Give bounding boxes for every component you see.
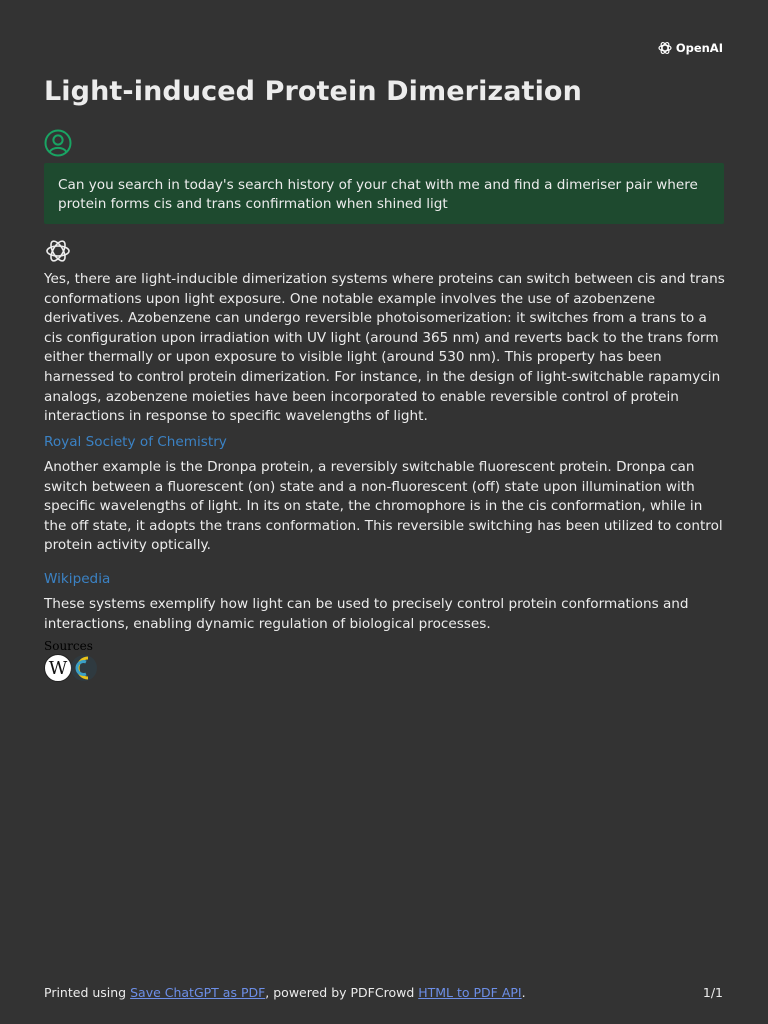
assistant-message [44, 270, 728, 634]
footer [44, 985, 526, 1000]
page-title: Light-induced Protein Dimerization [44, 76, 582, 107]
openai-brand [657, 40, 723, 56]
source-link-wikipedia[interactable]: Wikipedia [44, 571, 111, 587]
royal-society-of-chemistry-icon[interactable] [70, 654, 98, 682]
footer-suffix: . [521, 985, 526, 1000]
page-number: 1/1 [702, 985, 723, 1000]
source-icons [44, 654, 104, 682]
save-chatgpt-as-pdf-link[interactable]: Save ChatGPT as PDF [130, 985, 266, 1000]
user-message: Can you search in today's search history of your chat with me and find a dimeriser pair where protein forms cis and trans confirmation when shined ligt [44, 163, 724, 224]
answer-paragraph: Another example is the Dronpa protein, a reversibly switchable fluorescent protein. Dronpa can switch between a fluorescent (on) state and a non-fluorescent (off) state upon illumination with specific wavelengths of light. In its on state, the chromophore is in the cis conformation, while in the off state, it adopts the trans conformation. This reversible switching has been utilized to control protein activity optically. [44, 459, 723, 554]
answer-paragraph: These systems exemplify how light can be used to precisely control protein conformations and interactions, enabling dynamic regulation of biological processes. [44, 596, 689, 632]
footer-middle: , powered by PDFCrowd [265, 985, 419, 1000]
openai-logo-icon [44, 237, 72, 265]
openai-logo-icon [657, 40, 673, 56]
answer-paragraph: Yes, there are light-inducible dimerization systems where proteins can switch between cis and trans conformations upon light exposure. One notable example involves the use of azobenzene derivatives. Azobenzene can undergo reversible photoisomerization: it switches from a trans to a cis configuration upon irradiation with UV light (around 365 nm) and reverts back to the trans form either thermally or upon exposure to visible light (around 530 nm). This property has been harnessed to control protein dimerization. For instance, in the design of light-switchable rapamycin analogs, azobenzene moieties have been incorporated to enable reversible control of protein interactions in response to specific wavelengths of light. [44, 271, 725, 425]
sources-label: Sources [44, 639, 93, 653]
wikipedia-letter: W [48, 657, 68, 679]
wikipedia-icon[interactable] [44, 654, 72, 682]
brand-name: OpenAI [675, 41, 723, 55]
source-link-rsc[interactable]: Royal Society of Chemistry [44, 434, 227, 450]
user-avatar-icon [44, 129, 72, 157]
footer-prefix: Printed using [44, 985, 131, 1000]
html-to-pdf-api-link[interactable]: HTML to PDF API [418, 985, 522, 1000]
